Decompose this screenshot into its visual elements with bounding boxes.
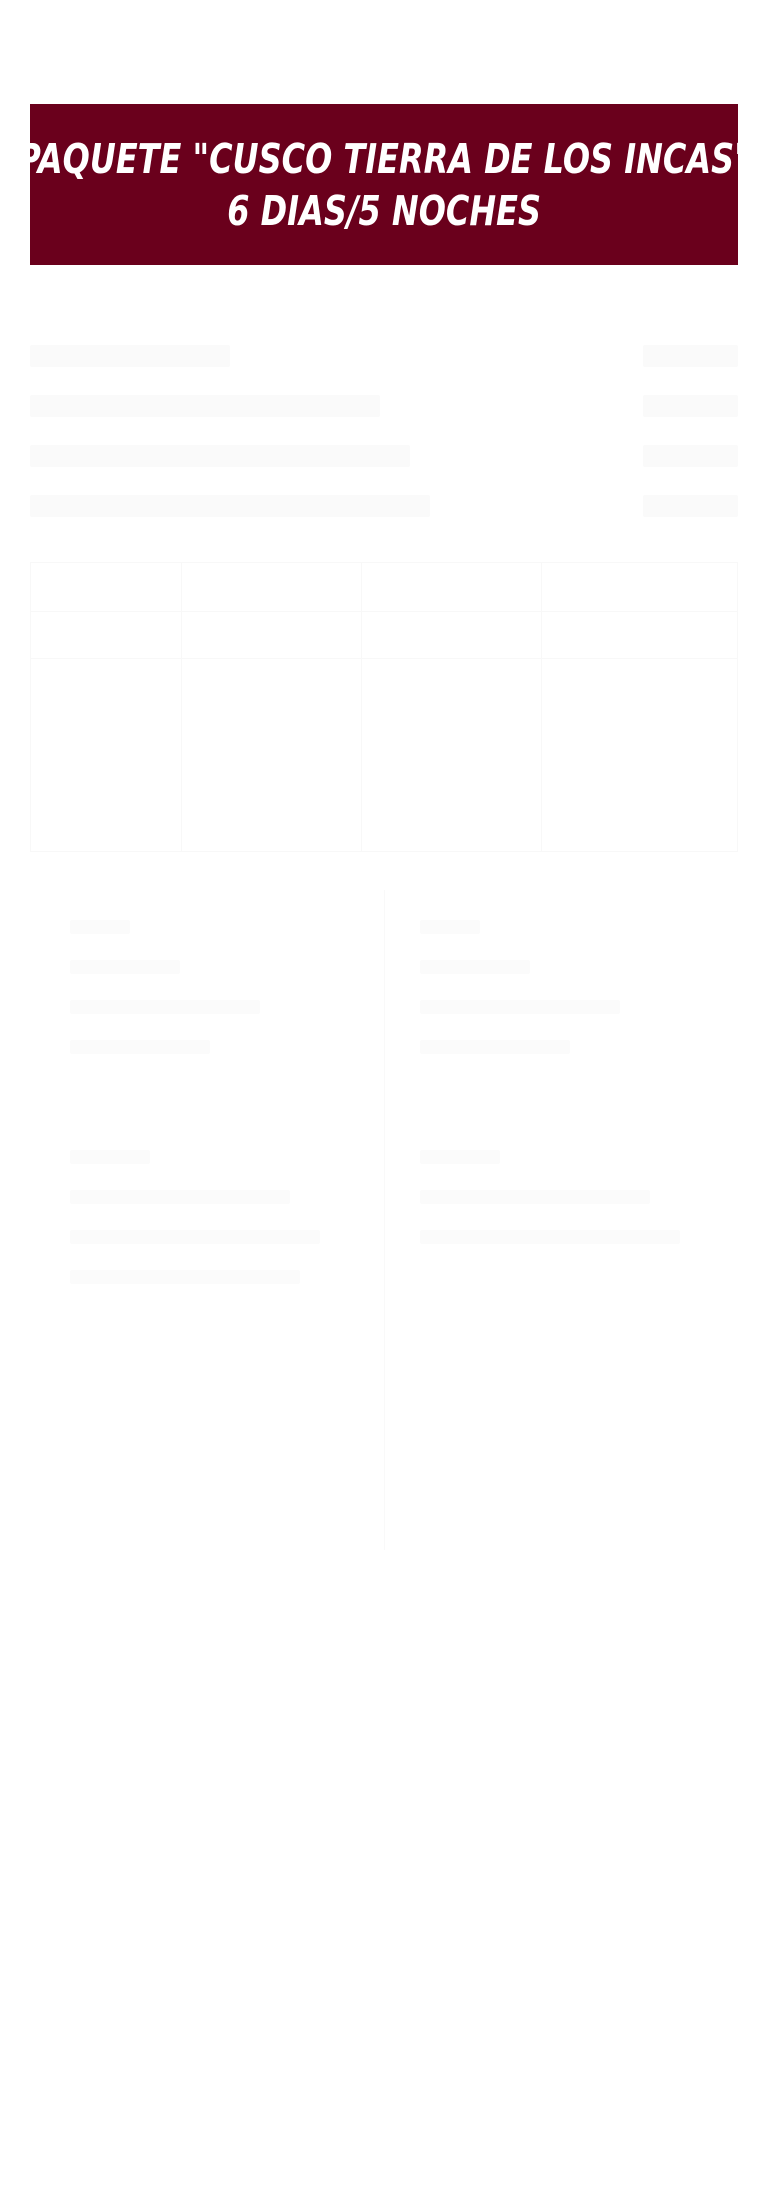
faint-text xyxy=(643,345,738,367)
faint-price-row xyxy=(30,388,738,424)
faint-hotel-table xyxy=(30,562,738,852)
faint-text xyxy=(30,345,230,367)
faint-text xyxy=(70,960,180,974)
faint-itinerary-columns xyxy=(30,890,738,1550)
faint-text xyxy=(30,395,380,417)
faint-text xyxy=(30,495,430,517)
faint-text xyxy=(420,920,480,934)
faint-text xyxy=(30,445,410,467)
table-divider xyxy=(361,563,362,851)
faint-text xyxy=(420,1040,570,1054)
faint-text xyxy=(643,495,738,517)
table-divider xyxy=(181,563,182,851)
faint-text xyxy=(70,1040,210,1054)
faint-price-row xyxy=(30,438,738,474)
package-duration: 6 DIAS/5 NOCHES xyxy=(227,186,541,235)
table-divider xyxy=(541,563,542,851)
faint-text xyxy=(70,1150,150,1164)
package-title: PAQUETE "CUSCO TIERRA DE LOS INCAS" xyxy=(17,134,751,183)
faint-text xyxy=(643,445,738,467)
faint-text xyxy=(420,1230,680,1244)
faint-text xyxy=(70,920,130,934)
faint-text xyxy=(420,1000,620,1014)
faint-text xyxy=(70,1000,260,1014)
faint-text xyxy=(420,960,530,974)
faint-text xyxy=(643,395,738,417)
table-divider xyxy=(31,611,737,612)
package-title-banner xyxy=(17,104,751,265)
faint-price-row xyxy=(30,488,738,524)
faint-text xyxy=(420,1150,500,1164)
faint-text xyxy=(70,1230,320,1244)
column-divider xyxy=(384,890,385,1550)
faint-text xyxy=(70,1190,290,1204)
faint-price-row xyxy=(30,338,738,374)
faint-text xyxy=(70,1270,300,1284)
faint-text xyxy=(420,1190,650,1204)
table-divider xyxy=(31,658,737,659)
